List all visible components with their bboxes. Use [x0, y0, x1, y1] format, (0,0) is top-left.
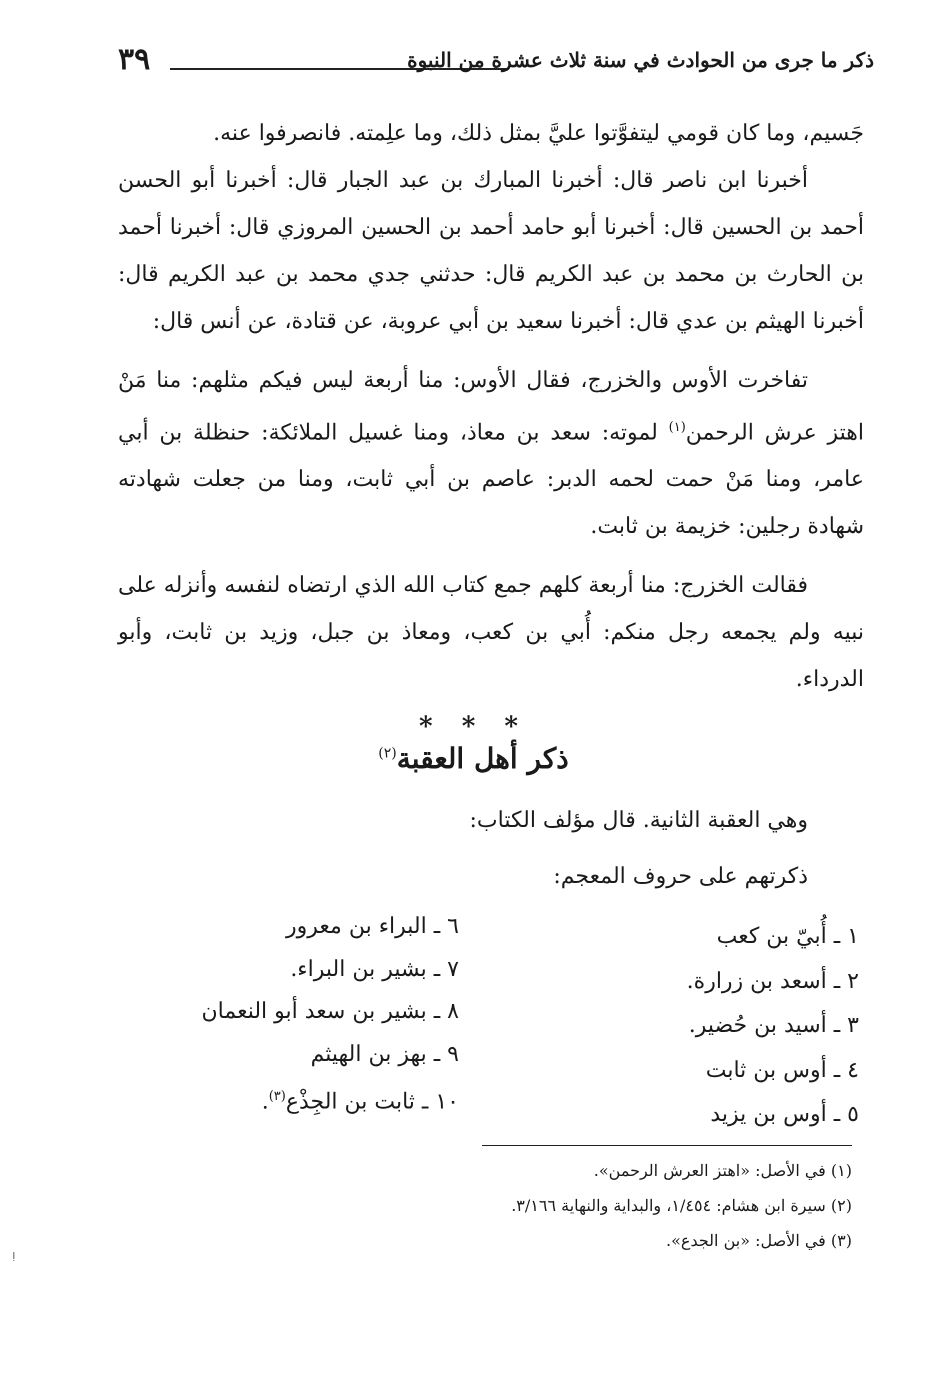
main-text	[118, 110, 864, 703]
page-number: ٣٩	[118, 42, 151, 77]
paragraph-continuation: جَسيم، وما كان قومي ليتفوَّتوا عليَّ بمثل ذلك، وما علِمته. فانصرفوا عنه.	[213, 121, 864, 146]
names-list-right	[599, 915, 859, 1138]
list-item: ٩ ـ بهز بن الهيثم	[310, 1041, 459, 1067]
list-item: ٤ ـ أوس بن ثابت	[705, 1057, 859, 1083]
footnote-2: (٢) سيرة ابن هشام: ١/٤٥٤، والبداية والنهاية ٣/١٦٦.	[511, 1196, 852, 1215]
paragraph-aws-part2: لموته: سعد بن معاذ، ومنا غسيل الملائكة: حنظلة بن أبي عامر، ومنا مَنْ حمت لحمه الدبر: عاصم بن أبي ثابت، ومنا من جعلت شهادته شهادة رجلين: خزيمة بن ثابت.	[118, 420, 864, 540]
list-item: ٣ ـ أسيد بن حُضير.	[688, 1013, 859, 1038]
paragraph-isnad: أخبرنا ابن ناصر قال: أخبرنا المبارك بن عبد الجبار قال: أخبرنا أبو الحسن أحمد بن الحسين قال: أخبرنا أبو حامد أحمد بن الحسين المروزي قال: أخبرنا أحمد بن الحارث بن محمد بن عبد الكريم قال: حدثني جدي محمد بن عبد الكريم قال: أخبرنا الهيثم بن عدي قال: أخبرنا سعيد بن أبي عروبة، عن قتادة، عن أنس قال:	[118, 168, 864, 334]
list-item: ٥ ـ أوس بن يزيد	[710, 1102, 859, 1127]
section-title: ذكر أهل العقبة	[396, 742, 569, 775]
section-intro: وهي العقبة الثانية. قال مؤلف الكتاب:	[469, 808, 808, 833]
names-list-left	[179, 905, 459, 1118]
list-item: ١ ـ أُبيّ بن كعب	[716, 924, 859, 949]
page-header	[118, 42, 874, 92]
paragraph-khazraj: فقالت الخزرج: منا أربعة كلهم جمع كتاب الله الذي ارتضاه لنفسه وأنزله على نبيه ولم يجمعه رجل منكم: أُبي بن كعب، ومعاذ بن جبل، وزيد بن ثابت، وأبو الدرداء.	[118, 573, 864, 693]
list-item: ٢ ـ أسعد بن زرارة.	[686, 968, 859, 994]
paragraph-aws	[118, 357, 864, 550]
footnote-ref-3: (٣)	[268, 1089, 286, 1104]
footnote-3: (٣) في الأصل: «بن الجدع».	[666, 1231, 852, 1250]
list-item: ٧ ـ بشير بن البراء.	[290, 956, 459, 982]
list-item-end: .	[261, 1089, 269, 1115]
paragraph-aws-part1: تفاخرت الأوس والخزرج، فقال الأوس: منا أربعة ليس فيكم مثلهم: منا مَنْ اهتز عرش الرحمن	[118, 368, 864, 446]
list-intro: ذكرتهم على حروف المعجم:	[553, 864, 808, 889]
footnote-ref-2: (٢)	[378, 745, 397, 762]
section-heading	[0, 742, 947, 775]
footnote-ref-1: (١)	[668, 420, 686, 435]
footnotes	[152, 1153, 852, 1258]
footnote-1: (١) في الأصل: «اهتز العرش الرحمن».	[593, 1161, 852, 1180]
scan-margin-mark: ⵑ	[12, 1250, 16, 1264]
list-item: ٨ ـ بشير بن سعد أبو النعمان	[201, 999, 459, 1024]
section-divider: * * *	[419, 712, 528, 742]
list-item-text: ١٠ ـ ثابت بن الجِذْع	[285, 1089, 459, 1115]
footnote-rule	[482, 1145, 852, 1146]
running-title: ذكر ما جرى من الحوادث في سنة ثلاث عشرة من النبوة	[407, 48, 874, 72]
list-item: ٦ ـ البراء بن معرور	[286, 914, 459, 939]
list-item	[179, 1075, 459, 1118]
